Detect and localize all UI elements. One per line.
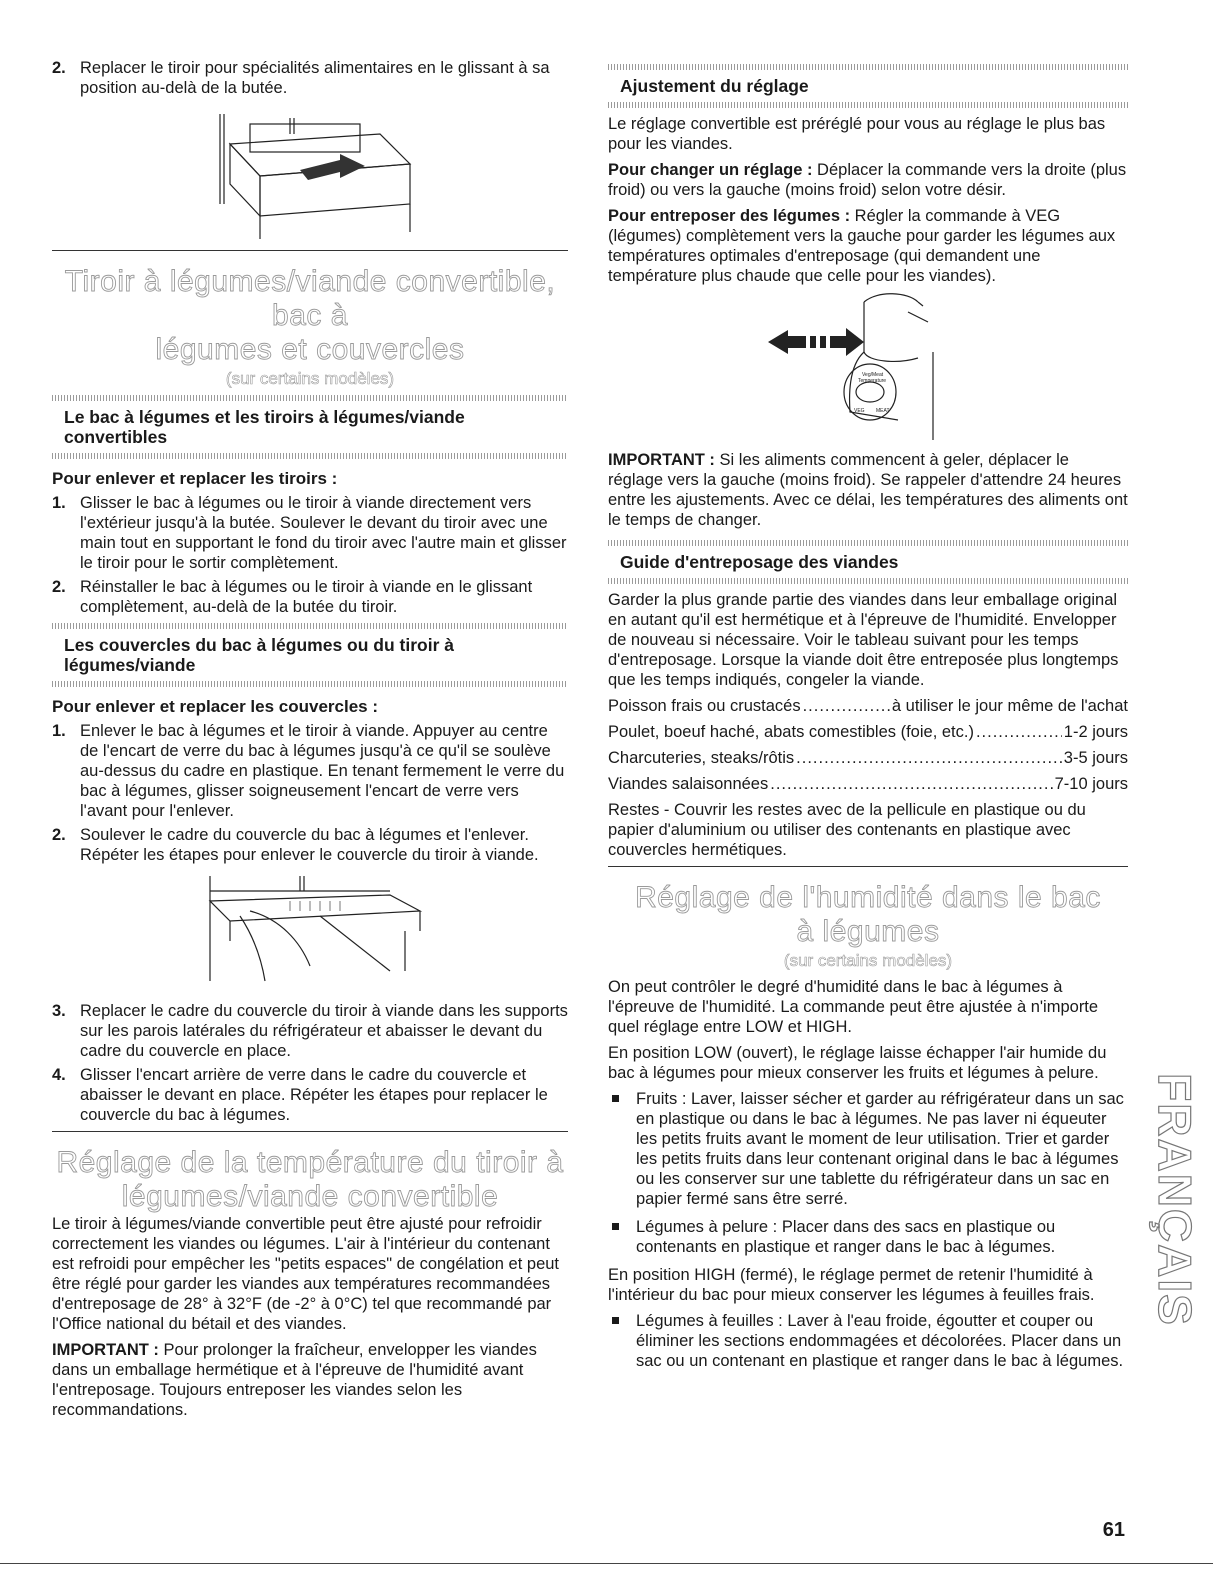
paragraph: Pour changer un réglage : Déplacer la commande vers la droite (plus froid) ou vers la gauche (moins froid) selon votre désir. bbox=[608, 161, 1127, 199]
table-row: Poulet, boeuf haché, abats comestibles (foie, etc.) ..... 1-2 jours bbox=[608, 722, 1128, 742]
paragraph: Le réglage convertible est préréglé pour vous au réglage le plus bas pour les viandes. bbox=[608, 115, 1106, 153]
subsection-title: Guide d'entreposage des viandes bbox=[620, 552, 899, 572]
list-item: 2. Réinstaller le bac à légumes ou le tiroir à viande en le glissant complètement, au-delà de la butée du tiroir. bbox=[52, 578, 533, 616]
paragraph: En position HIGH (fermé), le réglage permet de retenir l'humidité à l'intérieur du bac pour mieux conserver les légumes à feuilles frais. bbox=[608, 1266, 1095, 1304]
paragraph: Garder la plus grande partie des viandes dans leur emballage original en autant qu'il est hermétique et à l'épreuve de l'humidité. Envelopper de nouveau si nécessaire. Voir le tableau suivant pour les temps d'entreposage. Lorsque la viande doit être entreposée plus longtemps que les temps indiqués, congeler la viande. bbox=[608, 591, 1119, 689]
paragraph: Le tiroir à légumes/viande convertible peut être ajusté pour refroidir correctement les viandes ou légumes. L'air à l'intérieur du contenant est refroidi pour empêcher les "petits espaces" de congélation et peut être réglé pour garder les viandes aux températures recommandées d'entreposage de 28° à 32°F (de -2° à 0°C) tel que recommandé par l'Office national du bétail et des viandes. bbox=[52, 1215, 560, 1333]
minor-heading: Pour enlever et replacer les tiroirs : bbox=[52, 469, 338, 488]
temperature-control-illustration bbox=[758, 292, 978, 442]
specialty-drawer-illustration bbox=[190, 104, 430, 244]
cover-steps-list-continued bbox=[52, 1001, 568, 1125]
arrow-left-icon bbox=[768, 330, 806, 354]
storage-table bbox=[608, 696, 1128, 794]
table-row: Poisson frais ou crustacés ..... à utiliser le jour même de l'achat bbox=[608, 696, 1128, 716]
hatch-divider bbox=[52, 681, 568, 687]
page-bottom-rule bbox=[0, 1563, 1213, 1564]
hatch-divider bbox=[52, 453, 568, 459]
section-subtitle: (sur certains modèles) bbox=[783, 951, 953, 970]
paragraph: IMPORTANT : Pour prolonger la fraîcheur, envelopper les viandes dans un emballage hermétique et à l'épreuve de l'humidité avant l'entreposage. Toujours entreposer les viandes selon les recommandations. bbox=[52, 1341, 537, 1419]
section-subtitle: (sur certains modèles) bbox=[225, 369, 395, 388]
control-meat-label: MEAT bbox=[876, 408, 890, 414]
subsection-title: Le bac à légumes et les tiroirs à légumes/viande convertibles bbox=[64, 407, 465, 447]
bullet-icon bbox=[612, 1095, 619, 1102]
paragraph: En position LOW (ouvert), le réglage laisse échapper l'air humide du bac à légumes pour mieux conserver les fruits et légumes à pelure. bbox=[608, 1044, 1107, 1082]
language-side-tab: FRANÇAIS bbox=[1149, 1073, 1201, 1327]
list-item: Légumes à feuilles : Laver à l'eau froide, égoutter et couper ou éliminer les sections endommagées et décolorées. Placer dans un sac ou un contenant en plastique et ranger dans le bac à légumes. bbox=[608, 1311, 1128, 1371]
section-title-humidity: Réglage de l'humidité dans le bac à légumes bbox=[635, 881, 1101, 948]
list-item: 2. Replacer le tiroir pour spécialités alimentaires en le glissant à sa position au-delà de la butée. bbox=[52, 59, 550, 97]
hatch-divider bbox=[608, 540, 1128, 546]
paragraph: IMPORTANT : Si les aliments commencent à geler, déplacer le réglage vers la gauche (moins froid). Se rappeler d'attendre 24 heures entre les ajustements. Avec ce délai, les températures des aliments ont le temps de changer. bbox=[608, 451, 1128, 529]
section-title-crisper: Tiroir à légumes/viande convertible, bac à légumes et couvercles bbox=[64, 265, 556, 366]
list-item: 4. Glisser l'encart arrière de verre dans le cadre du couvercle et abaisser le devant en place. Répéter les étapes pour replacer le couvercle du bac à légumes. bbox=[52, 1066, 548, 1124]
hatch-divider bbox=[608, 64, 1128, 70]
list-item: 2. Soulever le cadre du couvercle du bac à légumes et l'enlever. Répéter les étapes pour enlever le couvercle du tiroir à viande. bbox=[52, 826, 539, 864]
cover-removal-illustration bbox=[190, 871, 430, 991]
list-item: Légumes à pelure : Placer dans des sacs en plastique ou contenants en plastique et ranger dans le bac à légumes. bbox=[608, 1217, 1128, 1257]
divider bbox=[608, 866, 1128, 867]
list-item: Fruits : Laver, laisser sécher et garder au réfrigérateur dans un sac en plastique ou dans le bac à légumes. Ne pas laver ni équeuter les petits fruits avant le moment de leur utilisation. Trier et garder les petits fruits dans leur contenant original dans le bac à légumes ou les conserver sur une tablette du réfrigérateur dans un sac en papier fermé sans être serré. bbox=[608, 1089, 1128, 1209]
section-title-temperature: Réglage de la température du tiroir à légumes/viande convertible bbox=[56, 1146, 564, 1213]
page-number: 61 bbox=[1102, 1519, 1125, 1541]
minor-heading: Pour enlever et replacer les couvercles : bbox=[52, 697, 379, 716]
list-item: 1. Enlever le bac à légumes et le tiroir à viande. Appuyer au centre de l'encart de verre du bac à légumes jusqu'à ce qu'il se soulève au-dessus du cadre en plastique. En tenant fermement le verre du bac à légumes, glisser soigneusement l'encart de verre vers l'avant pour l'enlever. bbox=[52, 722, 565, 820]
control-label: Veg/Meat bbox=[862, 372, 884, 378]
control-label: Temperature bbox=[858, 378, 887, 384]
hatch-divider bbox=[608, 102, 1128, 108]
arrow-right-icon bbox=[830, 328, 864, 356]
divider bbox=[52, 1131, 568, 1132]
subsection-title: Ajustement du réglage bbox=[620, 76, 809, 96]
paragraph: Restes - Couvrir les restes avec de la pellicule en plastique ou du papier d'aluminium ou utiliser des contenants en plastique avec couvercles hermétiques. bbox=[608, 801, 1086, 859]
table-row: Viandes salaisonnées ..... 7-10 jours bbox=[608, 774, 1128, 794]
bullet-list bbox=[608, 1311, 1128, 1371]
table-row: Charcuteries, steaks/rôtis ..... 3-5 jours bbox=[608, 748, 1128, 768]
hatch-divider bbox=[52, 623, 568, 629]
hatch-divider bbox=[608, 578, 1128, 584]
paragraph: Pour entreposer des légumes : Régler la commande à VEG (légumes) complètement vers la gauche pour garder les légumes aux températures optimales d'entreposage (qui demandent une température plus chaude que celle pour les viandes). bbox=[608, 207, 1116, 285]
list-item: 3. Replacer le cadre du couvercle du tiroir à viande dans les supports sur les parois latérales du réfrigérateur et abaisser le devant du cadre du couvercle en place. bbox=[52, 1002, 568, 1060]
control-veg-label: VEG bbox=[854, 408, 865, 414]
divider bbox=[52, 250, 568, 251]
bullet-list bbox=[608, 1089, 1128, 1257]
left-column bbox=[52, 58, 568, 1426]
cover-steps-list bbox=[52, 721, 568, 865]
right-column bbox=[608, 58, 1128, 1379]
bullet-icon bbox=[612, 1223, 619, 1230]
hatch-divider bbox=[52, 395, 568, 401]
intro-list bbox=[52, 58, 568, 98]
subsection-title: Les couvercles du bac à légumes ou du tiroir à légumes/viande bbox=[64, 635, 454, 675]
bullet-icon bbox=[612, 1317, 619, 1324]
paragraph: On peut contrôler le degré d'humidité dans le bac à légumes à l'épreuve de l'humidité. La commande peut être ajustée à n'importe quel réglage entre LOW et HIGH. bbox=[608, 978, 1099, 1036]
list-item: 1. Glisser le bac à légumes ou le tiroir à viande directement vers l'extérieur jusqu'à la butée. Soulever le devant du tiroir avec une main tout en supportant le fond du tiroir avec l'autre main et glisser le tiroir pour le sortir complètement. bbox=[52, 494, 567, 572]
drawer-steps-list bbox=[52, 493, 568, 617]
